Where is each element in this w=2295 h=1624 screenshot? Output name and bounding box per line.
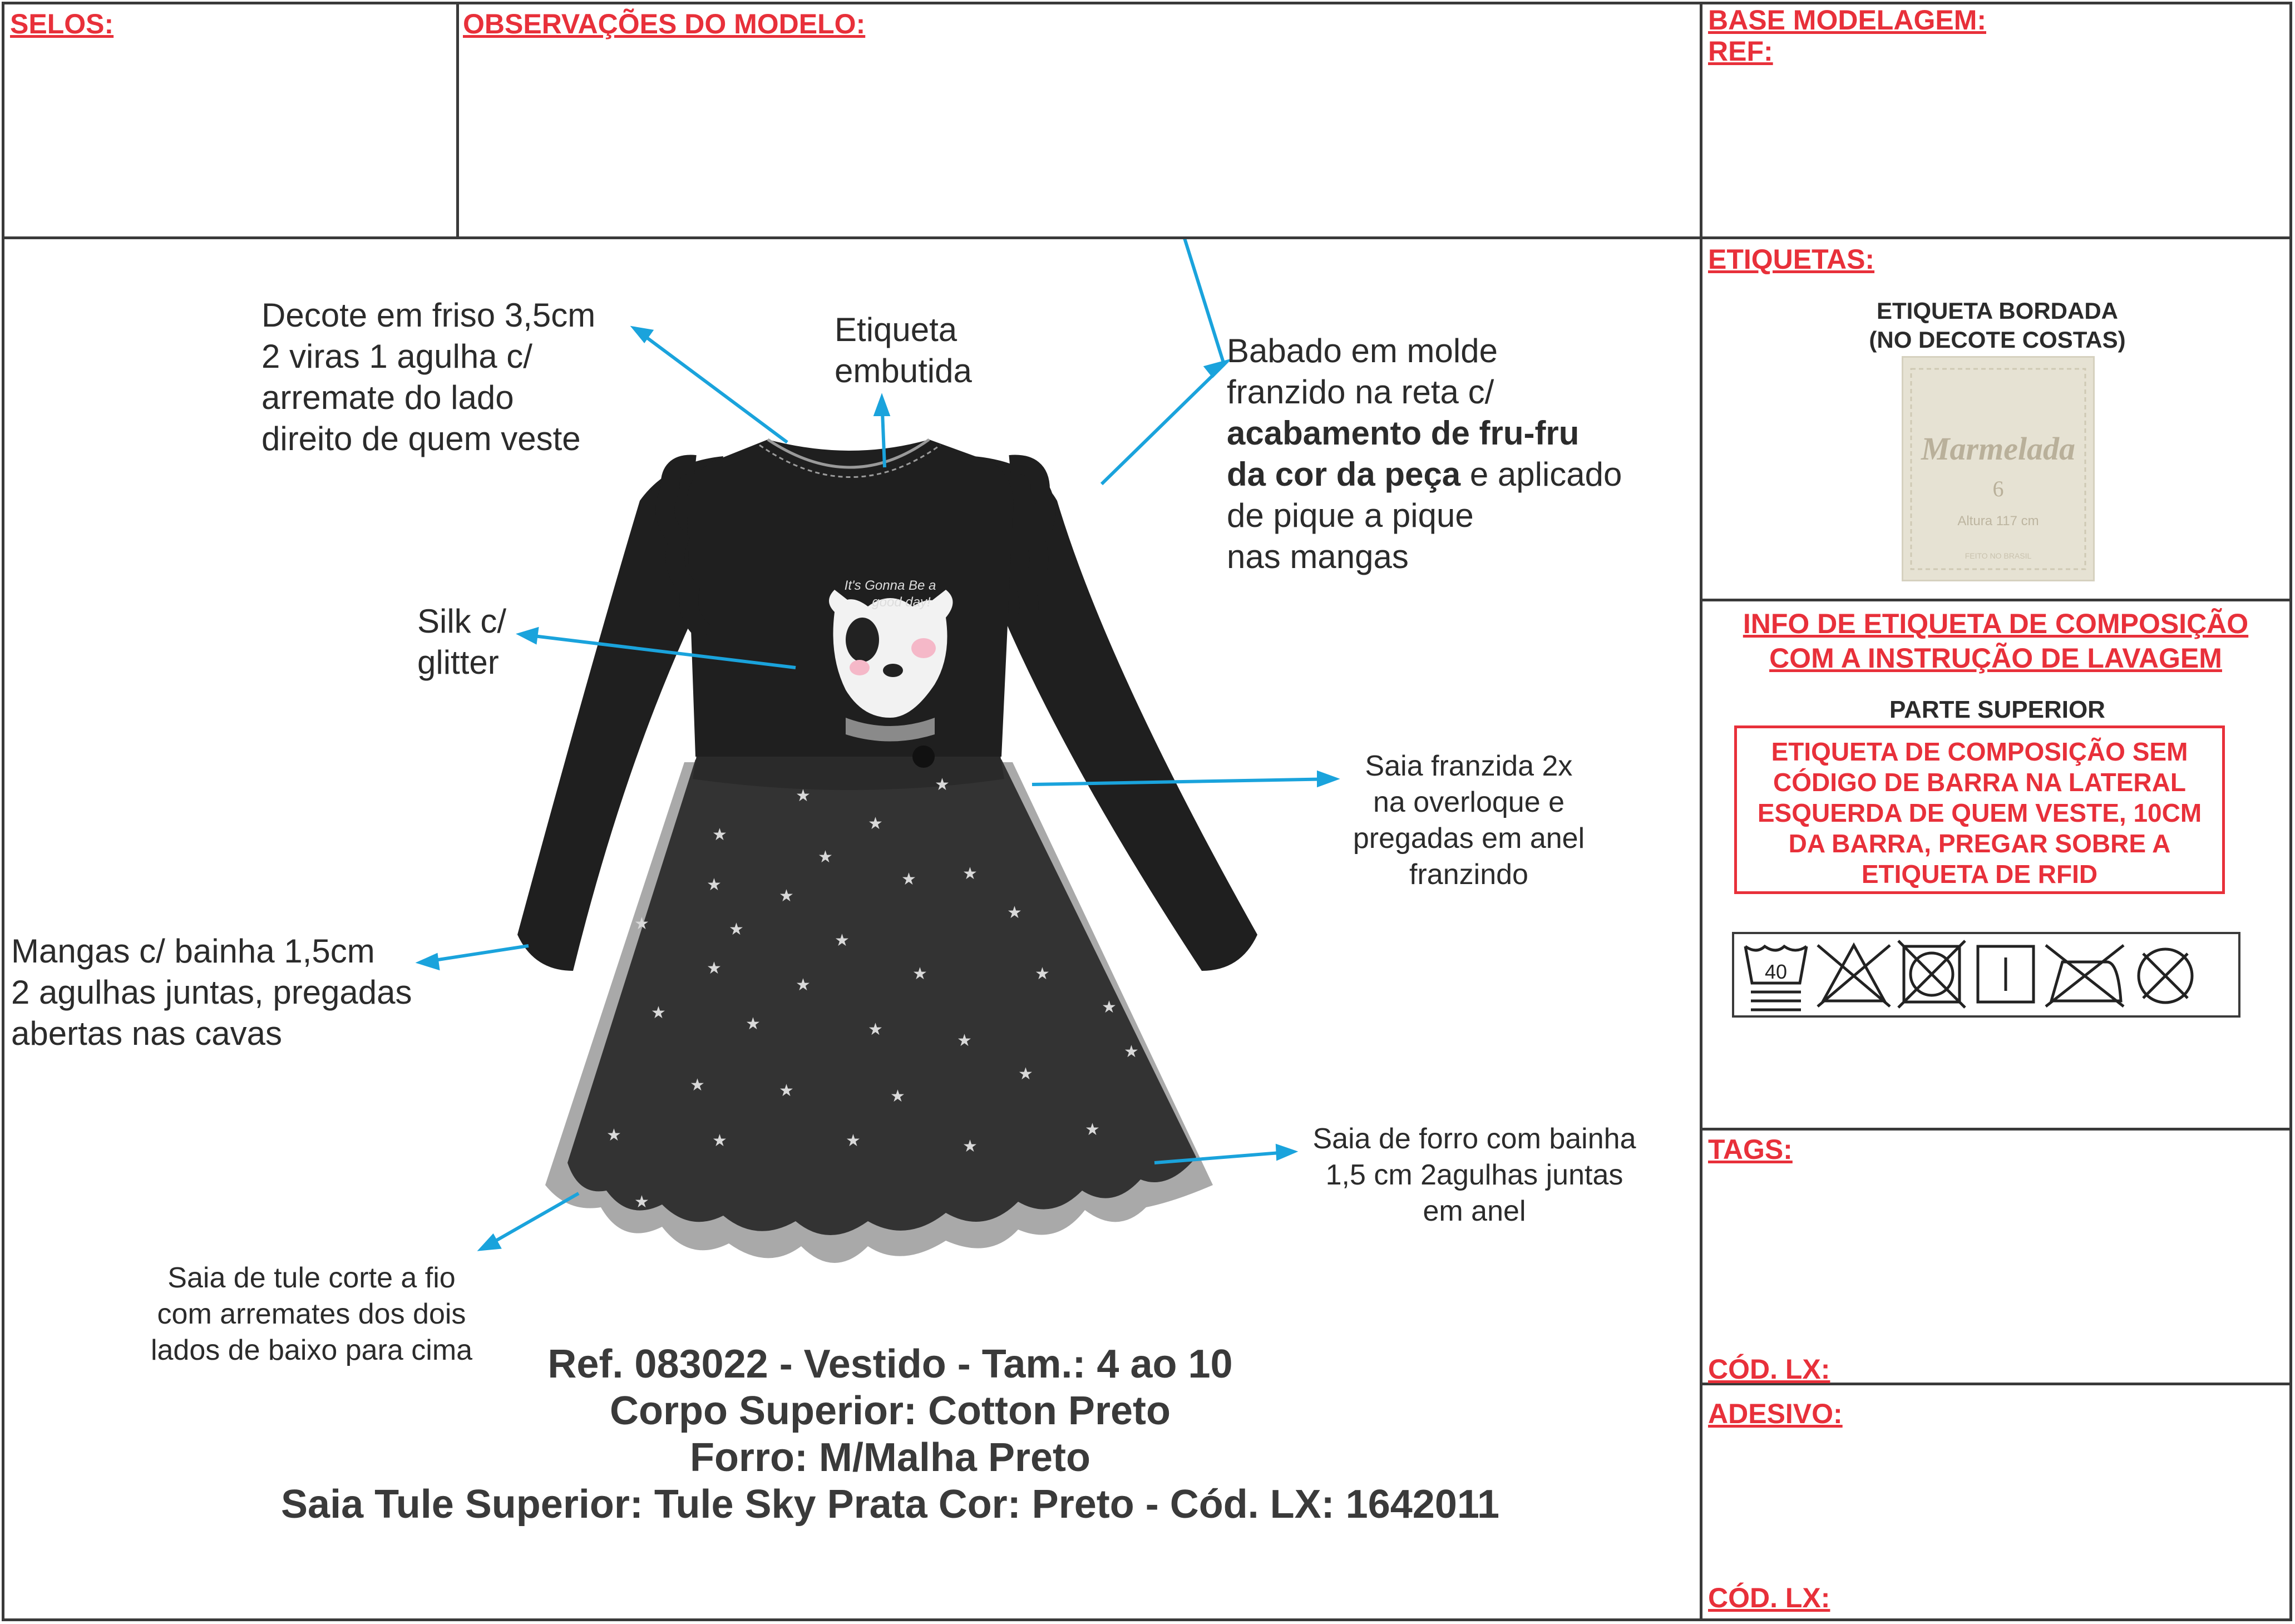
no-tumble-dry-icon (1898, 941, 1965, 1008)
composicao-line: DA BARRA, PREGAR SOBRE A (1788, 829, 2171, 858)
annotation-saia-forro (1280, 1121, 1669, 1230)
svg-text:★: ★ (796, 975, 811, 995)
svg-text:★: ★ (690, 1075, 705, 1095)
print-text-line1: It's Gonna Be a (844, 578, 936, 593)
composicao-box (1734, 725, 2225, 894)
etiqueta-bordada-line2: (NO DECOTE COSTAS) (1869, 327, 2126, 353)
babado-bold-line: acabamento de fru-fru (1227, 414, 1580, 452)
decote-line: arremate do lado (261, 379, 514, 416)
etiqueta-bordada-caption (1836, 297, 2159, 354)
composicao-line: ETIQUETA DE COMPOSIÇÃO SEM (1771, 737, 2188, 766)
product-line3: Forro: M/Malha Preto (689, 1435, 1091, 1480)
selos-divider (456, 2, 459, 238)
svg-text:★: ★ (729, 920, 744, 939)
svg-text:★: ★ (963, 1137, 978, 1156)
etiqueta-bordada-line1: ETIQUETA BORDADA (1877, 298, 2118, 324)
svg-text:★: ★ (818, 847, 833, 867)
svg-text:★: ★ (963, 864, 978, 883)
babado-line: franzido na reta c/ (1227, 373, 1494, 411)
saia-forro-line: 1,5 cm 2agulhas juntas (1325, 1159, 1623, 1191)
annotation-decote (261, 295, 595, 460)
base-modelagem-label: BASE MODELAGEM: (1708, 4, 1986, 36)
cod-lx-tags: CÓD. LX: (1708, 1354, 1830, 1385)
svg-text:★: ★ (1085, 1120, 1100, 1139)
label-size: 6 (1992, 476, 2004, 501)
saia-forro-line: em anel (1423, 1195, 1526, 1227)
etiquetas-divider (1700, 599, 2292, 601)
care-symbols-box (1732, 932, 2240, 1018)
svg-text:★: ★ (606, 1126, 621, 1145)
base-modelagem-heading (1708, 4, 1986, 67)
svg-text:★: ★ (746, 1014, 761, 1034)
info-title-line2: COM A INSTRUÇÃO DE LAVAGEM (1769, 643, 2222, 674)
annotation-babado (1227, 330, 1622, 577)
svg-text:★: ★ (712, 1131, 727, 1151)
no-bleach-icon (1818, 945, 1890, 1006)
annotation-silk (417, 601, 506, 683)
svg-text:★: ★ (796, 786, 811, 806)
label-origin: FEITO NO BRASIL (1965, 551, 2032, 560)
svg-text:★: ★ (707, 875, 722, 895)
saia-tule-line: Saia de tule corte a fio (167, 1262, 456, 1294)
no-dry-clean-icon (2139, 949, 2192, 1003)
silk-line: glitter (417, 644, 499, 681)
tags-heading: TAGS: (1708, 1134, 1793, 1165)
woven-label-image (1902, 356, 2095, 581)
product-line4: Saia Tule Superior: Tule Sky Prata Cor: Preto - Cód. LX: 1642011 (281, 1482, 1499, 1527)
decote-line: direito de quem veste (261, 420, 581, 457)
care-symbols (1734, 934, 2238, 1015)
svg-text:★: ★ (634, 1192, 649, 1212)
babado-line: nas mangas (1227, 538, 1409, 575)
svg-text:★: ★ (1102, 998, 1117, 1017)
svg-text:★: ★ (846, 1131, 861, 1151)
etiquetas-heading: ETIQUETAS: (1708, 244, 1875, 275)
composicao-line: ESQUERDA DE QUEM VESTE, 10CM (1757, 798, 2202, 827)
babado-line: de pique a pique (1227, 497, 1474, 534)
saia-franzida-line: franzindo (1409, 858, 1528, 891)
svg-text:★: ★ (712, 825, 727, 845)
mangas-line: Mangas c/ bainha 1,5cm (11, 932, 375, 970)
svg-text:★: ★ (1035, 964, 1050, 984)
svg-text:★: ★ (935, 775, 950, 794)
etiqueta-line: Etiqueta (835, 311, 958, 348)
selos-heading: SELOS: (10, 8, 114, 40)
svg-text:★: ★ (957, 1031, 972, 1050)
ref-label: REF: (1708, 36, 1773, 67)
svg-text:★: ★ (868, 1020, 883, 1039)
adesivo-heading: ADESIVO: (1708, 1398, 1843, 1429)
annotation-mangas (11, 931, 412, 1054)
parte-superior-label: PARTE SUPERIOR (1889, 696, 2105, 723)
annotation-saia-franzida (1296, 748, 1641, 893)
svg-text:★: ★ (835, 931, 850, 950)
svg-text:★: ★ (651, 1003, 666, 1023)
etiqueta-line: embutida (835, 352, 972, 389)
label-brand: Marmelada (1921, 431, 2076, 467)
right-panel-divider (1700, 2, 1702, 1621)
decote-line: 2 viras 1 agulha c/ (261, 338, 532, 375)
silk-line: Silk c/ (417, 603, 507, 640)
svg-text:★: ★ (1124, 1042, 1139, 1062)
composicao-line: CÓDIGO DE BARRA NA LATERAL (1773, 768, 2186, 797)
info-divider (1700, 1128, 2292, 1131)
svg-text:★: ★ (779, 1081, 794, 1100)
svg-text:★: ★ (1007, 903, 1022, 922)
saia-franzida-line: Saia franzida 2x (1365, 750, 1573, 782)
svg-text:★: ★ (868, 814, 883, 833)
label-stitch-border (1903, 358, 2093, 580)
print-text-line2: good day! (872, 595, 931, 610)
svg-text:★: ★ (707, 959, 722, 978)
svg-text:★: ★ (1018, 1064, 1033, 1084)
svg-text:★: ★ (890, 1087, 905, 1106)
composicao-line: ETIQUETA DE RFID (1861, 860, 2098, 888)
saia-tule-line: lados de baixo para cima (150, 1334, 473, 1366)
line-dry-icon (1978, 946, 2034, 1002)
observacoes-heading: OBSERVAÇÕES DO MODELO: (463, 8, 866, 40)
cod-lx-adesivo: CÓD. LX: (1708, 1582, 1830, 1613)
svg-text:★: ★ (901, 870, 916, 889)
mangas-line: 2 agulhas juntas, pregadas (11, 974, 412, 1011)
product-description (184, 1341, 1597, 1528)
saia-forro-line: Saia de forro com bainha (1312, 1123, 1636, 1155)
babado-bold-part: da cor da peça (1227, 456, 1461, 493)
saia-tule-line: com arremates dos dois (157, 1298, 466, 1330)
svg-text:★: ★ (634, 914, 649, 934)
info-composicao-heading (1704, 606, 2288, 675)
label-height: Altura 117 cm (1957, 514, 2039, 529)
mangas-line: abertas nas cavas (11, 1015, 282, 1052)
product-line1: Ref. 083022 - Vestido - Tam.: 4 ao 10 (547, 1342, 1233, 1386)
wash-temp: 40 (1764, 960, 1788, 983)
product-line2: Corpo Superior: Cotton Preto (610, 1389, 1171, 1433)
svg-text:★: ★ (912, 964, 927, 984)
saia-franzida-line: na overloque e (1373, 786, 1565, 818)
no-iron-icon (2046, 945, 2124, 1006)
svg-text:★: ★ (779, 886, 794, 906)
decote-line: Decote em friso 3,5cm (261, 297, 596, 334)
babado-line: Babado em molde (1227, 332, 1498, 369)
info-title-line1: INFO DE ETIQUETA DE COMPOSIÇÃO (1743, 608, 2249, 639)
saia-franzida-line: pregadas em anel (1353, 822, 1585, 855)
bodice (686, 440, 1013, 757)
annotation-etiqueta (835, 309, 972, 392)
babado-line-rest: e aplicado (1460, 456, 1622, 493)
